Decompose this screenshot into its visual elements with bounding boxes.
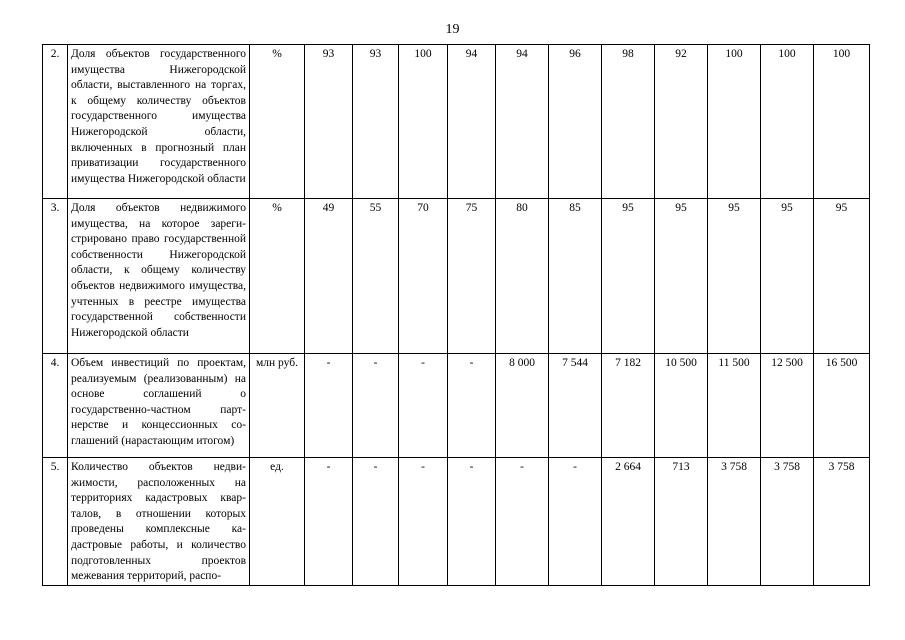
value-cell: 49 xyxy=(305,199,353,354)
value-cell: 93 xyxy=(353,45,399,199)
value-cell: 3 758 xyxy=(761,458,814,586)
value-cell: 95 xyxy=(814,199,870,354)
value-cell: 100 xyxy=(761,45,814,199)
indicator-name-cell: Доля объектов недвижимого имущества, на которое зарегистрировано право государственной собственности Нижегородской области, к общему количеству объектов недвижимого имущества, учтенных в реестре имущества государственной собственности Нижегородской области xyxy=(68,199,250,354)
value-cell: 3 758 xyxy=(814,458,870,586)
indicator-name-cell: Объем инвестиций по проектам, реализуемым (реализованным) на основе соглашений о государственно-частном партнерстве и концессионных соглашений (нарастающим итогом) xyxy=(68,354,250,458)
value-cell: - xyxy=(353,354,399,458)
value-cell: 95 xyxy=(708,199,761,354)
value-cell: 96 xyxy=(549,45,602,199)
value-cell: 11 500 xyxy=(708,354,761,458)
value-cell: 75 xyxy=(448,199,496,354)
value-cell: - xyxy=(549,458,602,586)
table-row xyxy=(43,45,870,199)
unit-cell: % xyxy=(250,199,305,354)
value-cell: 95 xyxy=(655,199,708,354)
value-cell: - xyxy=(353,458,399,586)
value-cell: 95 xyxy=(602,199,655,354)
indicator-name-cell: Количество объектов недвижимости, расположенных на территориях кадастровых кварталов, в отношении которых проведены комплексные кадастровые работы, и количество подготовленных проектов межевания территорий, распо- xyxy=(68,458,250,586)
value-cell: 93 xyxy=(305,45,353,199)
value-cell: 7 182 xyxy=(602,354,655,458)
value-cell: 94 xyxy=(448,45,496,199)
value-cell: 100 xyxy=(814,45,870,199)
row-number-cell: 5. xyxy=(43,458,68,586)
row-number-cell: 2. xyxy=(43,45,68,199)
indicators-table xyxy=(42,44,870,586)
table-row xyxy=(43,354,870,458)
value-cell: 85 xyxy=(549,199,602,354)
unit-cell: ед. xyxy=(250,458,305,586)
table-row xyxy=(43,199,870,354)
value-cell: 95 xyxy=(761,199,814,354)
value-cell: - xyxy=(305,458,353,586)
page-number: 19 xyxy=(445,22,460,37)
value-cell: 8 000 xyxy=(496,354,549,458)
value-cell: - xyxy=(496,458,549,586)
value-cell: 2 664 xyxy=(602,458,655,586)
value-cell: 100 xyxy=(708,45,761,199)
unit-cell: % xyxy=(250,45,305,199)
indicator-name-cell: Доля объектов государственного имущества Нижегородской области, выставленного на торгах, к общему количеству объектов государственного имущества Нижегородской области, включенных в прогнозный план приватизации государственного имущества Нижегородской области xyxy=(68,45,250,199)
value-cell: 12 500 xyxy=(761,354,814,458)
value-cell: 70 xyxy=(399,199,448,354)
table-body xyxy=(43,45,870,586)
value-cell: - xyxy=(399,458,448,586)
value-cell: 16 500 xyxy=(814,354,870,458)
unit-cell: млн руб. xyxy=(250,354,305,458)
value-cell: - xyxy=(448,354,496,458)
value-cell: 3 758 xyxy=(708,458,761,586)
table-row xyxy=(43,458,870,586)
value-cell: 92 xyxy=(655,45,708,199)
value-cell: 80 xyxy=(496,199,549,354)
value-cell: - xyxy=(399,354,448,458)
value-cell: 713 xyxy=(655,458,708,586)
value-cell: 98 xyxy=(602,45,655,199)
value-cell: 94 xyxy=(496,45,549,199)
value-cell: 10 500 xyxy=(655,354,708,458)
value-cell: - xyxy=(305,354,353,458)
row-number-cell: 3. xyxy=(43,199,68,354)
value-cell: 100 xyxy=(399,45,448,199)
row-number-cell: 4. xyxy=(43,354,68,458)
value-cell: 7 544 xyxy=(549,354,602,458)
value-cell: 55 xyxy=(353,199,399,354)
value-cell: - xyxy=(448,458,496,586)
